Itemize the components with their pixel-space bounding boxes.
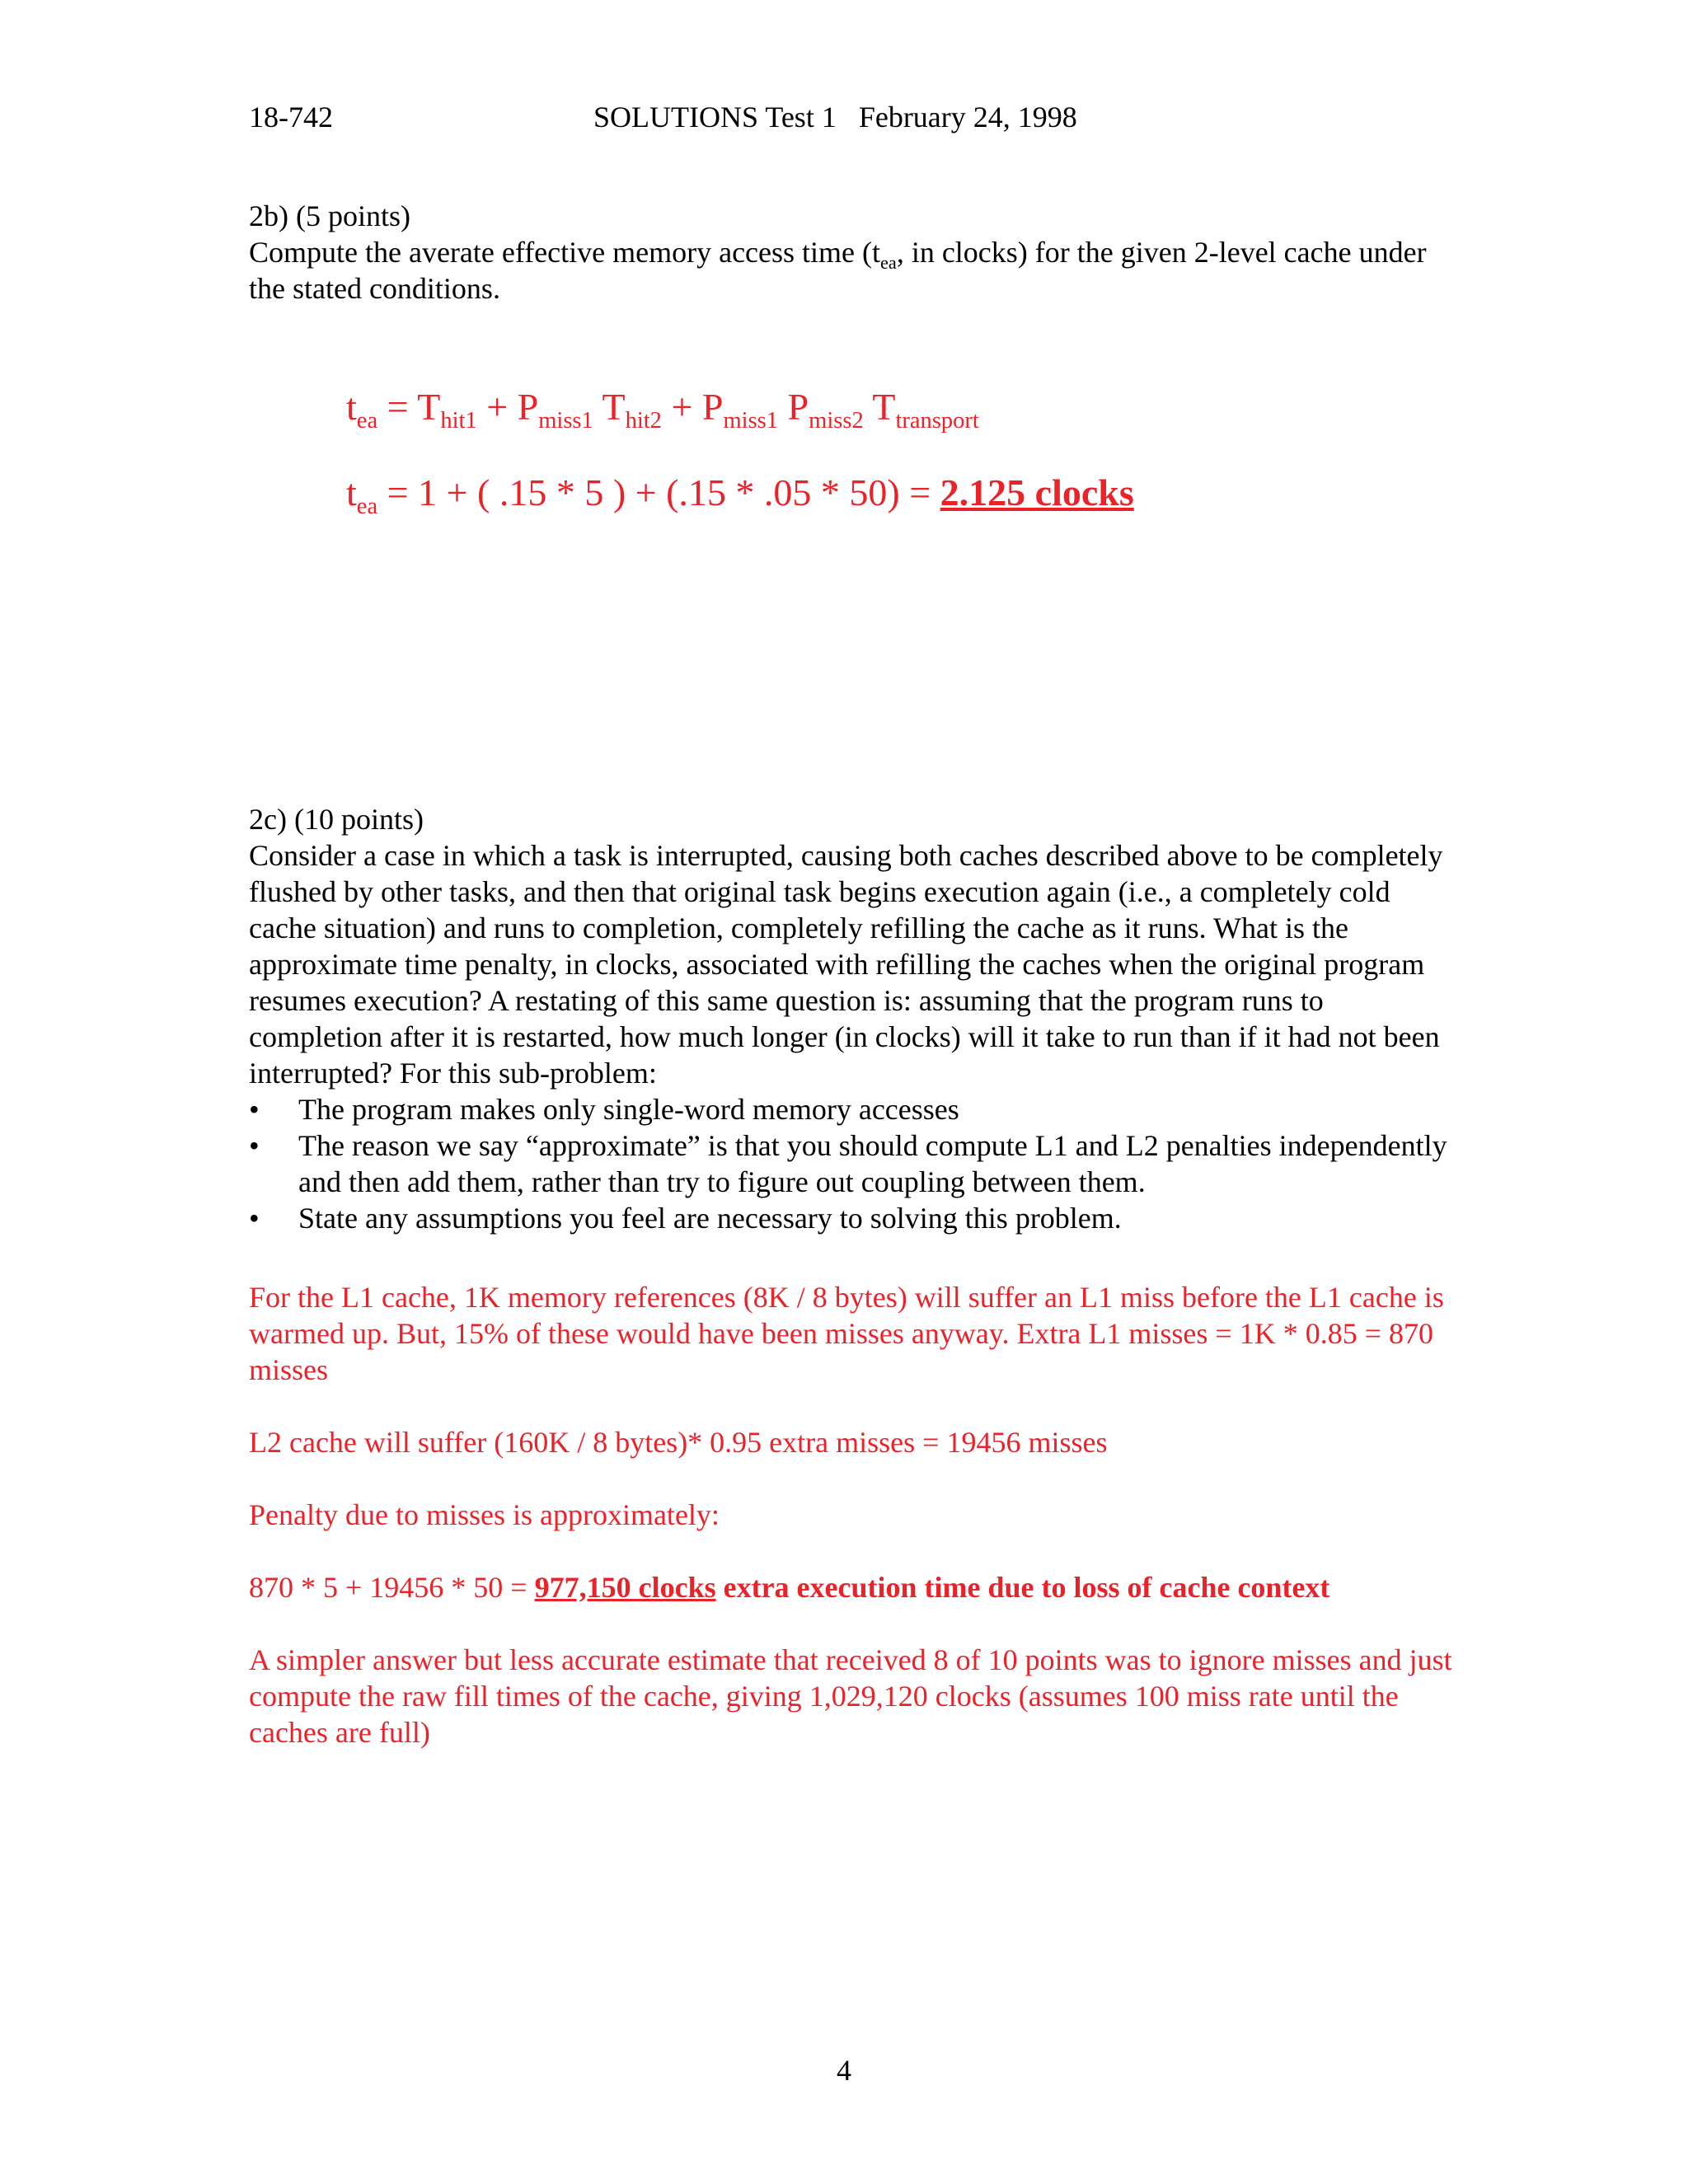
problem-2c	[249, 801, 1461, 1236]
solution-penalty: Penalty due to misses is approximately:	[249, 1498, 720, 1531]
list-item: • State any assumptions you feel are necessary to solving this problem.	[249, 1200, 1461, 1236]
assumption-list	[249, 1091, 1461, 1236]
problem-2b	[249, 198, 1461, 307]
formula-general: $t_{ea} = T_{hit1} + P_{miss1}$ $T_{hit2} + P_{miss1}$ $P_{miss2}$ $T_{transport}$	[346, 386, 979, 434]
problem-2b-text: Compute the averate effective memory access time ($t_{ea}$, in clocks) for the given 2-level cache under the stated conditions.	[249, 236, 1427, 305]
problem-2b-heading: 2b) (5 points)	[249, 199, 410, 232]
solution-l2: L2 cache will suffer (160K / 8 bytes)* 0.95 extra misses = 19456 misses	[249, 1426, 1108, 1459]
solution-calculation: 870 * 5 + 19456 * 50 = 977,150 clocks extra execution time due to loss of cache context	[249, 1571, 1330, 1604]
formula-computed: $t_{ea} = 1$ + ( .15 * 5 ) + (.15 * .05 * 50) = 2.125 clocks	[346, 471, 1134, 519]
solution-simpler: A simpler answer but less accurate estimate that received 8 of 10 points was to ignore misses and just compute the raw fill times of the cache, giving 1,029,120 clocks (assumes 100 miss rate until the caches are full)	[249, 1643, 1452, 1749]
course-number: 18-742	[249, 101, 333, 134]
solution-l1: For the L1 cache, 1K memory references (8K / 8 bytes) will suffer an L1 miss before the L1 cache is warmed up. But, 15% of these would have been misses anyway. Extra L1 misses = 1K * 0.85 = 870 misses	[249, 1281, 1444, 1386]
page-number: 4	[837, 2054, 851, 2087]
page-header	[0, 99, 1688, 140]
answer-2c: 977,150 clocks	[534, 1571, 716, 1604]
header-title: SOLUTIONS Test 1 February 24, 1998	[593, 101, 1077, 134]
list-item: • The program makes only single-word memory accesses	[249, 1091, 1461, 1127]
problem-2c-heading: 2c) (10 points)	[249, 803, 424, 836]
problem-2c-text: Consider a case in which a task is interrupted, causing both caches described above to be completely flushed by other tasks, and then that original task begins execution again (i.e., a completely cold cache situation) and runs to completion, completely refilling the cache as it runs. What is the approximate time penalty, in clocks, associated with refilling the caches when the original program resumes execution? A restating of this same question is: assuming that the program runs to completion after it is restarted, how much longer (in clocks) will it take to run than if it had not been interrupted? For this sub-problem:	[249, 839, 1443, 1090]
list-item: • The reason we say “approximate” is that you should compute L1 and L2 penalties independently and then add them, rather than try to figure out coupling between them.	[249, 1127, 1461, 1200]
answer-2b: 2.125 clocks	[940, 471, 1134, 513]
